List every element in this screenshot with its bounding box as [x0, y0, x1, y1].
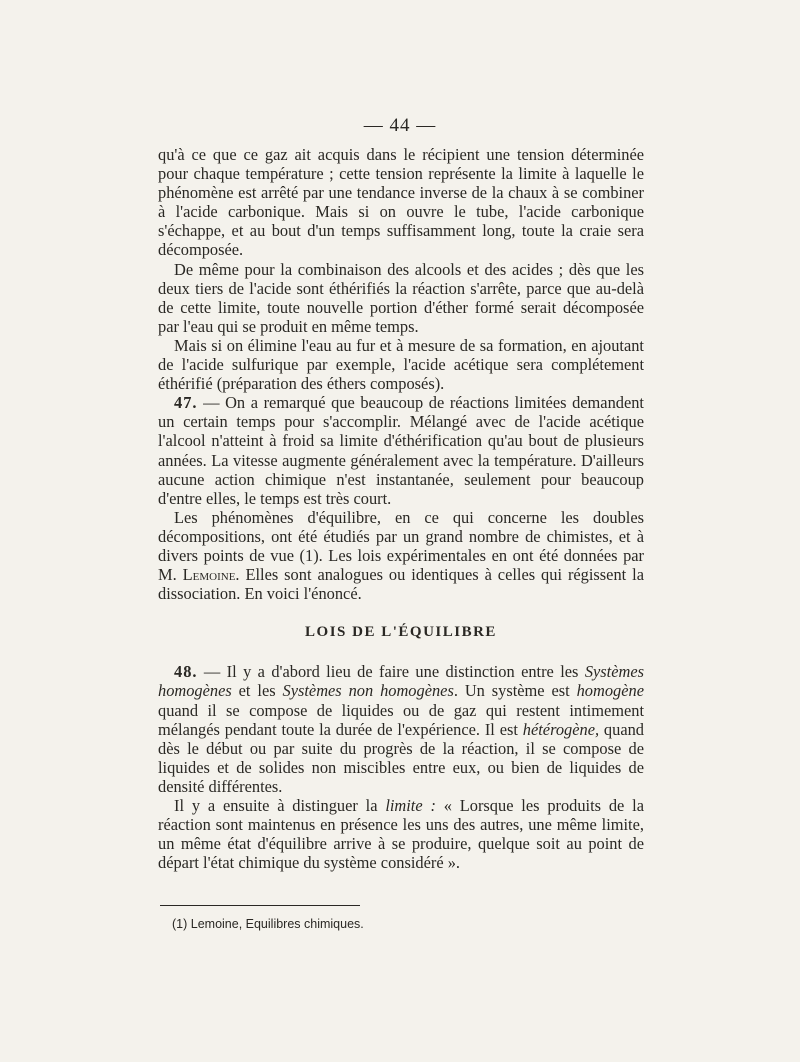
section-number: 47. [174, 393, 198, 413]
italic-term: Systèmes homogènes [158, 662, 644, 701]
paragraph-text: quand il se compose de liquides ou de gaz qui restent intimement mélangés pendant toute la durée de l'expérience. Il est [158, 700, 644, 739]
paragraph-text: . Elles sont analogues ou identiques à celles qui régissent la dissociation. En voici l'énoncé. [158, 565, 644, 604]
paragraph-text: « Lorsque les produits de la réaction sont maintenus en présence les uns des autres, une même limite, un même état d'équilibre arrive à se produire, quelque soit au point de départ l'état chimique du système considéré ». [158, 796, 644, 873]
paragraph: De même pour la combinaison des alcools et des acides ; dès que les deux tiers de l'acide sont éthérifiés la réaction s'arrête, parce que au-delà de cette limite, toute nouvelle portion d'éther formé serait décomposée par l'eau qui se produit en même temps. [158, 259, 644, 336]
paragraph-text: — Il y a d'abord lieu de faire une distinction entre les [197, 662, 585, 682]
paragraph-text: — On a remarqué que beaucoup de réactions limitées demandent un certain temps pour s'accomplir. Mélangé avec de l'acide acétique l'alcool n'atteint à froid sa limite d'éthérification qu'au bout de plusieurs années. La vitesse augmente généralement avec la température. D'ailleurs aucune action chimique n'est instantanée, seulement pour beaucoup d'entre elles, le temps est très court. [158, 393, 644, 508]
paragraph-47 [158, 393, 644, 508]
page-number: — 44 — [363, 115, 437, 136]
author-name: Lemoine [182, 565, 236, 585]
paragraph [158, 508, 644, 603]
paragraph-text: . Un système est [453, 681, 577, 701]
section-heading: LOIS DE L'ÉQUILIBRE [305, 624, 497, 641]
footnote: (1) Lemoine, Equilibres chimiques. [172, 917, 364, 931]
paragraph: Mais si on élimine l'eau au fur et à mesure de sa formation, en ajoutant de l'acide sulfurique par exemple, l'acide acétique sera complétement éthérifié (préparation des éthers composés). [158, 335, 644, 394]
section-number: 48. [174, 662, 198, 682]
italic-term: Systèmes non homogènes [282, 681, 454, 701]
paragraph-text: et les [231, 681, 283, 701]
paragraph-text: Il y a ensuite à distinguer la [174, 796, 386, 815]
body-text [158, 145, 644, 872]
paragraph-48 [158, 662, 644, 796]
paragraph-text: quand dès le début ou par suite du progrès de la réaction, il se compose de liquides et de solides non miscibles entre eux, ou bien de liquides de densité différentes. [158, 719, 644, 796]
italic-term: limite : [385, 796, 436, 815]
italic-term: homogène [576, 681, 644, 701]
paragraph-text: Les phénomènes d'équilibre, en ce qui concerne les doubles décompositions, ont été étudiés par un grand nombre de chimistes, et à divers points de vue (1). Les lois expérimentales en ont été données par M. [158, 507, 644, 585]
italic-term: hétérogène, [522, 719, 600, 739]
paragraph [158, 796, 644, 872]
paragraph: qu'à ce que ce gaz ait acquis dans le récipient une tension déterminée pour chaque température ; cette tension représente la limite à laquelle le phénomène est arrêté par une tendance inverse de la chaux à se combiner à l'acide carbonique. Mais si on ouvre le tube, l'acide carbonique s'échappe, et au bout d'un temps suffisamment long, toute la craie sera décomposée. [158, 145, 644, 260]
footnote-divider [160, 905, 360, 906]
